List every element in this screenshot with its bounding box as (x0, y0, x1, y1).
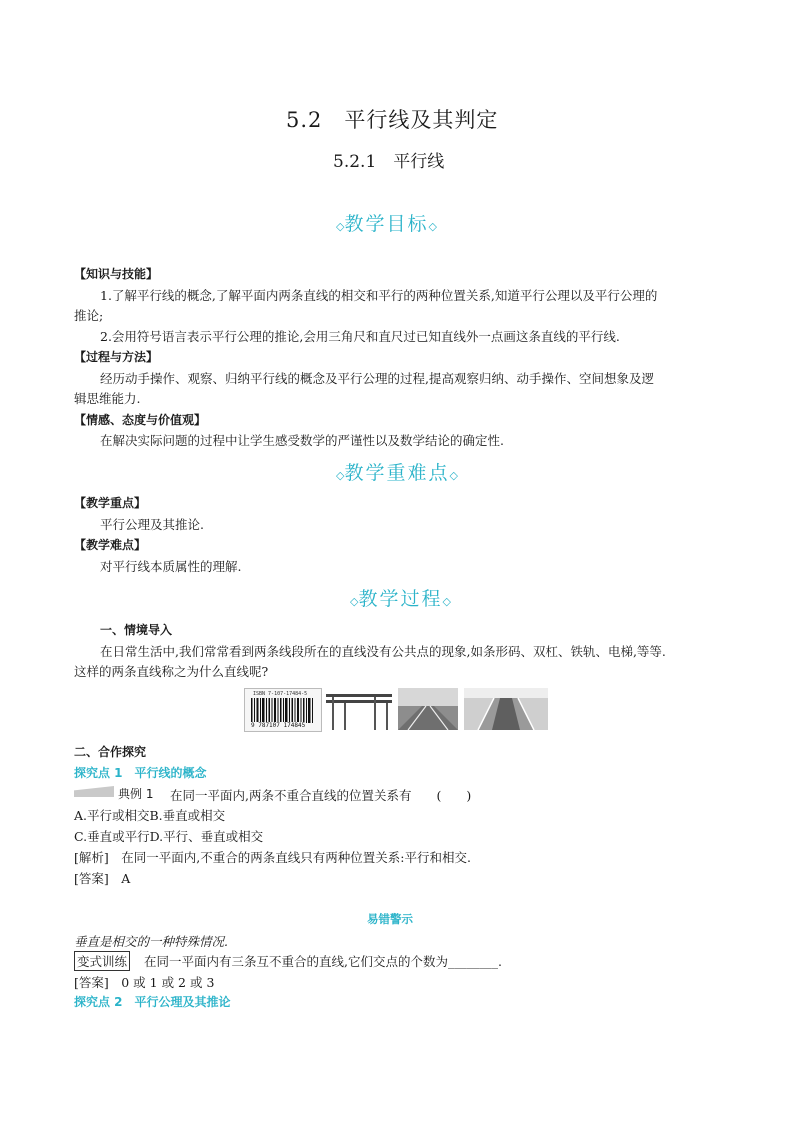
heading-point-2: 探究点 2 平行公理及其推论 (74, 995, 231, 1009)
text-difficult: 对平行线本质属性的理解. (100, 559, 242, 574)
text-knowledge-1b: 推论; (74, 308, 104, 323)
variant-answer: [答案] 0 或 1 或 2 或 3 (74, 975, 215, 990)
text-process-1b: 辑思维能力. (74, 391, 141, 406)
section-heading-process: ◇教学过程◇ (350, 588, 451, 610)
diamond-icon: ◇ (336, 220, 345, 233)
text-key: 平行公理及其推论. (100, 517, 204, 532)
text-intro-1: 在日常生活中,我们常常看到两条线段所在的直线没有公共点的现象,如条形码、双杠、铁轨、电梯,等等. (100, 644, 666, 659)
section-heading-keypoints: ◇教学重难点◇ (336, 462, 458, 484)
example-tag-icon (74, 786, 114, 797)
text-emotion-1: 在解决实际问题的过程中让学生感受数学的严谨性以及数学结论的确定性. (100, 433, 504, 448)
heading-point-1: 探究点 1 平行线的概念 (74, 766, 207, 780)
heading-intro: 一、情境导入 (100, 623, 173, 637)
label-knowledge: 【知识与技能】 (74, 267, 159, 281)
example-answer: [答案] A (74, 871, 131, 886)
text-knowledge-2: 2.会用符号语言表示平行公理的推论,会用三角尺和直尺过已知直线外一点画这条直线的平行线. (100, 329, 620, 344)
example-options-ab: A.平行或相交B.垂直或相交 (74, 808, 226, 823)
railway-tracks-image (398, 688, 458, 730)
warning-title: 易错警示 (367, 912, 413, 926)
label-difficult: 【教学难点】 (74, 538, 147, 552)
label-emotion: 【情感、态度与价值观】 (74, 413, 207, 427)
diamond-icon: ◇ (428, 220, 437, 233)
variant-label: 变式训练 (74, 951, 130, 971)
parallel-bars-image (324, 688, 394, 730)
example-label: 典例 1 (118, 787, 154, 801)
example-options-cd: C.垂直或平行D.平行、垂直或相交 (74, 829, 264, 844)
diamond-icon: ◇ (336, 469, 345, 482)
barcode-image (244, 688, 322, 732)
diamond-icon: ◇ (442, 595, 451, 608)
text-intro-2: 这样的两条直线称之为什么直线呢? (74, 664, 269, 679)
barcode-isbn-text: ISBN 7-107-17484-5 (253, 691, 308, 697)
heading-explore: 二、合作探究 (74, 745, 147, 759)
example-text: 在同一平面内,两条不重合直线的位置关系有 ( ) (170, 788, 472, 803)
label-process: 【过程与方法】 (74, 350, 159, 364)
section-heading-objectives: ◇教学目标◇ (336, 213, 437, 235)
example-analysis: [解析] 在同一平面内,不重合的两条直线只有两种位置关系:平行和相交. (74, 850, 471, 865)
text-knowledge-1: 1.了解平行线的概念,了解平面内两条直线的相交和平行的两种位置关系,知道平行公理以及平行公理的 (100, 288, 658, 303)
diamond-icon: ◇ (350, 595, 359, 608)
label-key: 【教学重点】 (74, 496, 147, 510)
barcode-digits-text: 9 787107 174845 (251, 722, 306, 729)
page-title: 5.2 平行线及其判定 (286, 108, 499, 132)
text-process-1: 经历动手操作、观察、归纳平行线的概念及平行公理的过程,提高观察归纳、动手操作、空间想象及逻 (100, 371, 654, 386)
warning-text: 垂直是相交的一种特殊情况. (74, 934, 228, 949)
diamond-icon: ◇ (449, 469, 458, 482)
escalator-image (464, 688, 548, 730)
variant-text: 在同一平面内有三条互不重合的直线,它们交点的个数为________. (144, 954, 502, 969)
page-subtitle: 5.2.1 平行线 (333, 152, 445, 172)
